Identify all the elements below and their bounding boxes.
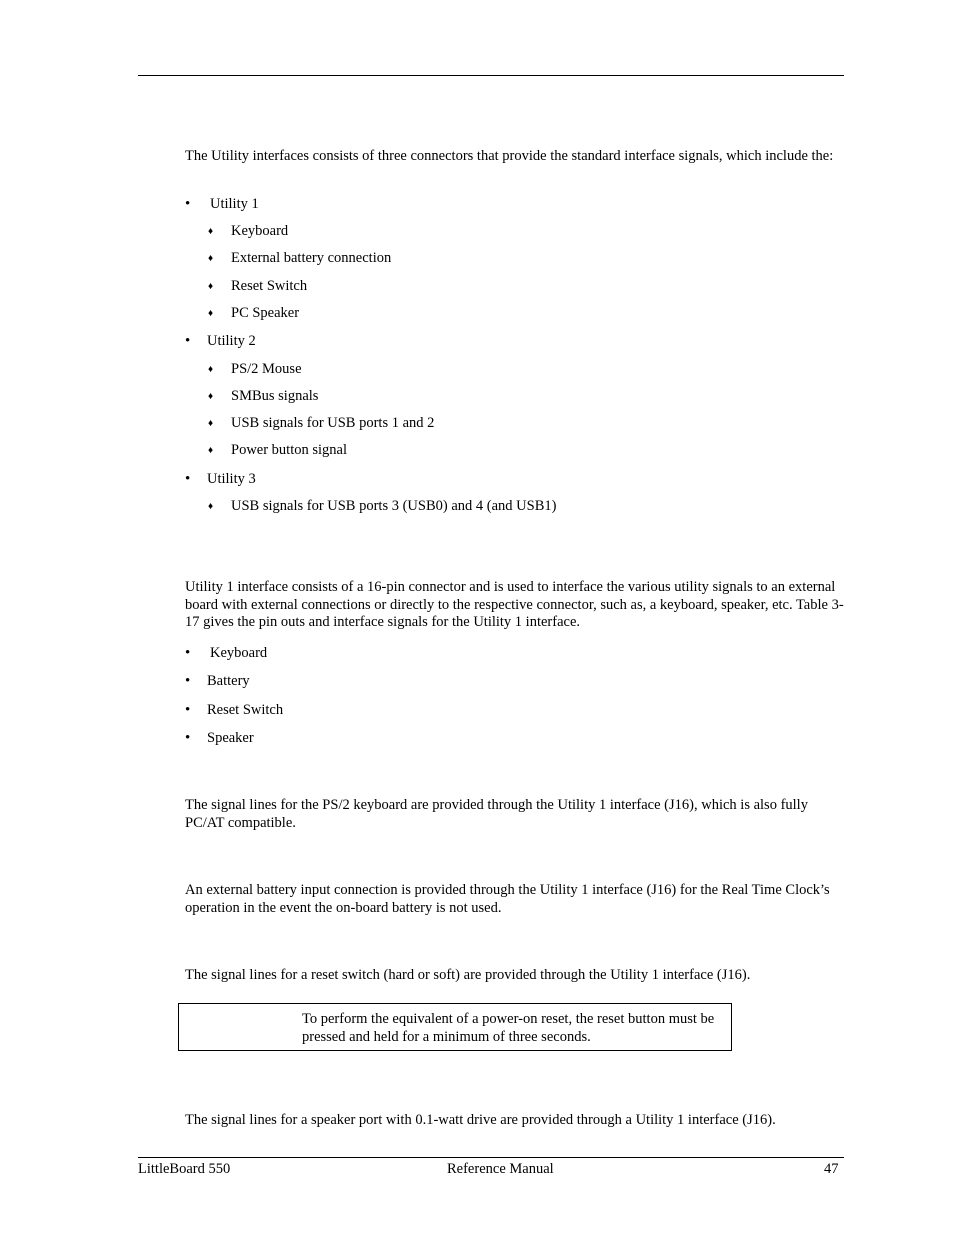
header-rule bbox=[138, 75, 844, 76]
diamond-icon: ♦ bbox=[208, 226, 214, 237]
bullet-icon: • bbox=[185, 471, 191, 487]
diamond-icon: ♦ bbox=[208, 418, 214, 429]
diamond-icon: ♦ bbox=[208, 281, 214, 292]
note-box bbox=[178, 1003, 732, 1051]
utility1-paragraph: Utility 1 interface consists of a 16-pin connector and is used to interface the various utility signals to an external board with external connections or directly to the respective connector, such as, a keyboard, speaker, etc. Table 3-17 gives the pin outs and interface signals for the Utility 1 interface. bbox=[185, 579, 844, 630]
diamond-icon: ♦ bbox=[208, 253, 214, 264]
speaker-paragraph: The signal lines for a speaker port with 0.1-watt drive are provided through a Utility 1 interface (J16). bbox=[185, 1112, 776, 1128]
footer-center: Reference Manual bbox=[447, 1161, 554, 1177]
page-number: 47 bbox=[824, 1161, 839, 1177]
diamond-icon: ♦ bbox=[208, 364, 214, 375]
bullet-icon: • bbox=[185, 702, 191, 718]
bullet-icon: • bbox=[185, 196, 191, 212]
diamond-icon: ♦ bbox=[208, 445, 214, 456]
bullet-icon: • bbox=[185, 645, 191, 661]
footer-rule bbox=[138, 1157, 844, 1158]
bullet-icon: • bbox=[185, 333, 191, 349]
note-text: To perform the equivalent of a power-on reset, the reset button must be pressed and held for a minimum of three seconds. bbox=[302, 1011, 715, 1045]
diamond-icon: ♦ bbox=[208, 391, 214, 402]
footer-title: LittleBoard 550 bbox=[138, 1161, 231, 1177]
bullet-icon: • bbox=[185, 673, 191, 689]
intro-paragraph: The Utility interfaces consists of three connectors that provide the standard interface signals, which include the: bbox=[185, 148, 834, 164]
keyboard-paragraph: The signal lines for the PS/2 keyboard are provided through the Utility 1 interface (J16), which is also fully PC/AT compatible. bbox=[185, 797, 808, 831]
diamond-icon: ♦ bbox=[208, 308, 214, 319]
diamond-icon: ♦ bbox=[208, 501, 214, 512]
bullet-icon: • bbox=[185, 730, 191, 746]
battery-paragraph: An external battery input connection is provided through the Utility 1 interface (J16) for the Real Time Clock’s operation in the event the on-board battery is not used. bbox=[185, 882, 830, 916]
reset-paragraph: The signal lines for a reset switch (hard or soft) are provided through the Utility 1 interface (J16). bbox=[185, 967, 751, 983]
